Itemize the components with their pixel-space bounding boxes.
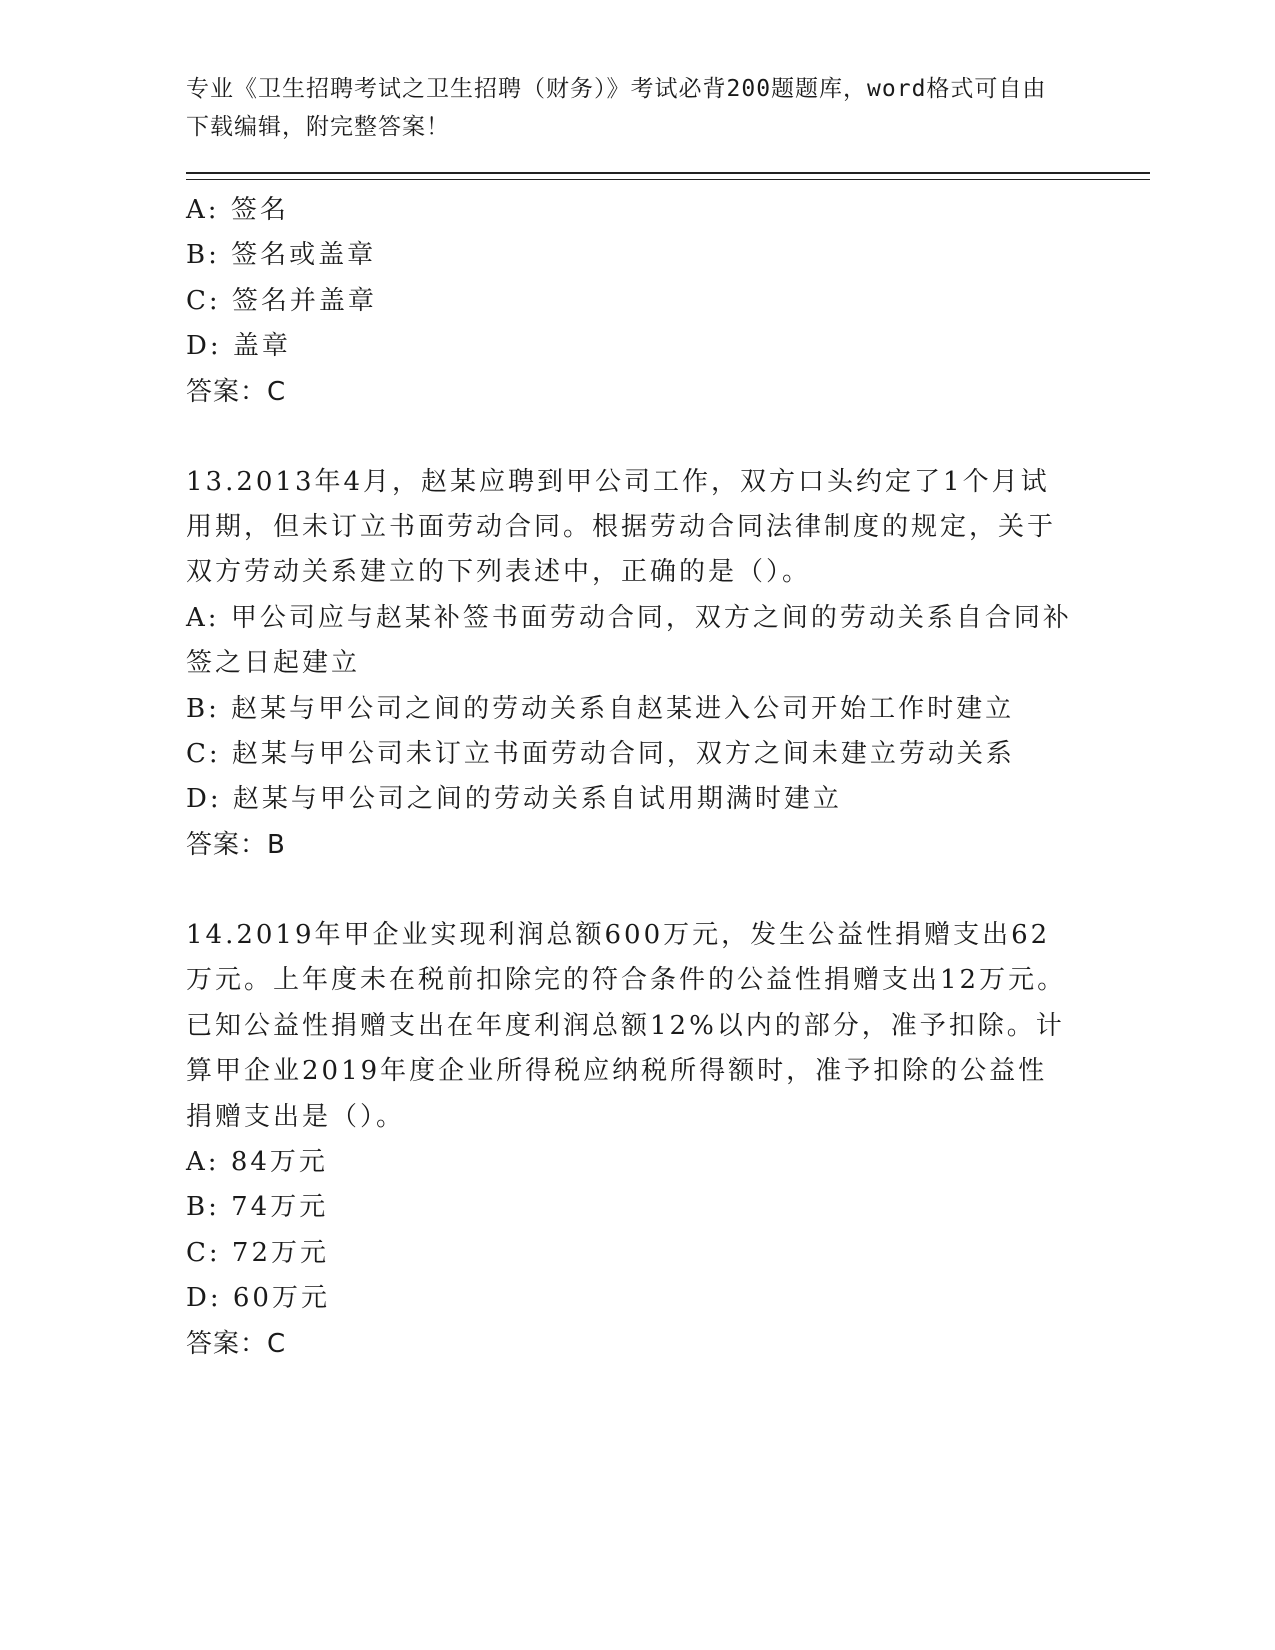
option-c: C: 72万元 <box>186 1237 330 1268</box>
spacer <box>186 868 1076 913</box>
option-a: A: 签名 <box>186 195 289 225</box>
option-d: D: 赵某与甲公司之间的劳动关系自试用期满时建立 <box>186 784 842 815</box>
question-13 <box>186 460 1076 868</box>
question-text: 14.2019年甲企业实现利润总额600万元，发生公益性捐赠支出62万元。上年度未在税前扣除完的符合条件的公益性捐赠支出12万元。已知公益性捐赠支出在年度利润总额12%以内的部分，准予扣除。计算甲企业2019年度企业所得税应纳税所得额时，准予扣除的公益性捐赠支出是（）。 <box>186 919 1067 1132</box>
option-a: A: 甲公司应与赵某补签书面劳动合同，双方之间的劳动关系自合同补签之日起建立 <box>186 602 1072 679</box>
option-a: A: 84万元 <box>186 1146 328 1177</box>
option-b: B: 签名或盖章 <box>186 240 377 271</box>
question-12 <box>186 188 1076 415</box>
option-b: B: 74万元 <box>186 1192 329 1223</box>
option-d: D: 60万元 <box>186 1283 330 1314</box>
answer: 答案：C <box>186 376 287 407</box>
option-c: C: 签名并盖章 <box>186 285 377 316</box>
option-d: D: 盖章 <box>186 331 291 362</box>
page-header <box>186 70 1066 146</box>
answer: 答案：B <box>186 829 286 860</box>
option-c: C: 赵某与甲公司未订立书面劳动合同，双方之间未建立劳动关系 <box>186 739 1015 770</box>
header-divider <box>186 172 1150 180</box>
header-text: 专业《卫生招聘考试之卫生招聘（财务）》考试必背200题题库，word格式可自由下载编辑，附完整答案！ <box>186 76 1047 140</box>
option-b: B: 赵某与甲公司之间的劳动关系自赵某进入公司开始工作时建立 <box>186 693 1015 724</box>
document-body <box>186 188 1076 1367</box>
question-14 <box>186 913 1076 1367</box>
answer: 答案：C <box>186 1328 287 1359</box>
spacer <box>186 415 1076 460</box>
question-text: 13.2013年4月，赵某应聘到甲公司工作，双方口头约定了1个月试用期，但未订立书面劳动合同。根据劳动合同法律制度的规定，关于双方劳动关系建立的下列表述中，正确的是（）。 <box>186 466 1057 588</box>
